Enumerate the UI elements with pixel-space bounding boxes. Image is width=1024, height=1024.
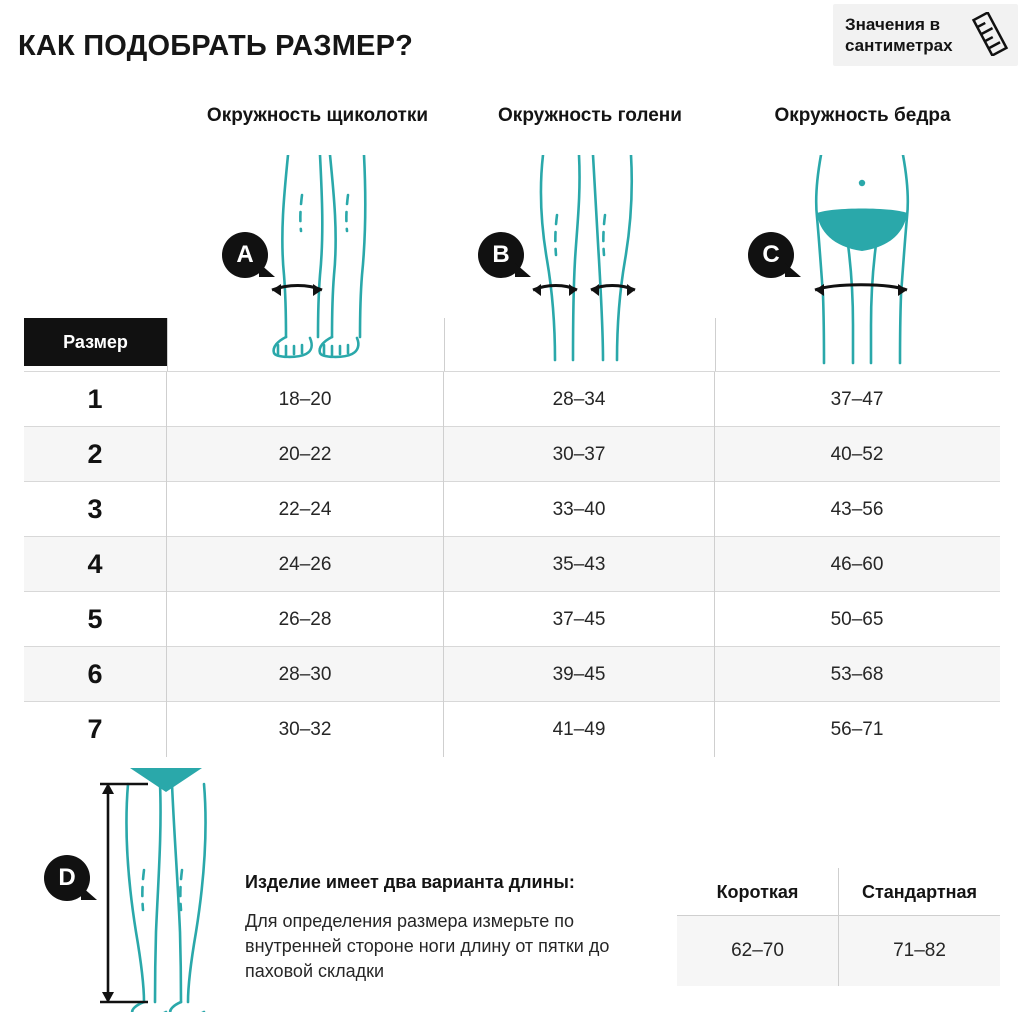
badge-c: C [748,232,794,278]
size-table [24,371,1000,756]
cell-size: 3 [24,482,167,537]
cell-calf: 33–40 [444,482,715,537]
cell-hip: 40–52 [830,443,884,465]
length-lead-text: Изделие имеет два варианта длины: [245,872,575,892]
column-heading-calf: Окружность голени [498,105,682,126]
length-table-header [677,868,1000,916]
cell-hip: 37–47 [830,388,884,410]
ruler-icon [970,12,1010,56]
cell-hip: 43–56 [830,498,884,520]
units-badge-label: Значения в сантиметрах [845,15,953,55]
cell-calf: 37–45 [444,592,715,647]
cell-hip: 50–65 [830,608,884,630]
length-instructions [245,872,650,984]
size-column-header: Размер [24,318,167,366]
column-divider-1 [167,318,168,371]
column-divider-2 [444,318,445,371]
length-header-short: Короткая [677,868,839,916]
cell-size: 2 [24,427,167,482]
page-title: КАК ПОДОБРАТЬ РАЗМЕР? [18,30,414,62]
cell-hip: 56–71 [830,718,884,740]
cell-hip: 53–68 [830,663,884,685]
table-row [24,591,1000,646]
cell-size: 1 [24,372,167,427]
cell-size: 4 [24,537,167,592]
column-heading-hip: Окружность бедра [774,105,951,126]
length-header-standard: Стандартная [861,881,978,902]
length-table [677,868,1000,986]
table-row [24,371,1000,426]
table-row [24,426,1000,481]
length-value-short: 62–70 [677,916,839,986]
cell-ankle: 30–32 [167,702,444,757]
cell-ankle: 20–22 [167,427,444,482]
ankle-legs-icon [180,155,455,365]
units-badge [833,4,1018,66]
cell-size: 5 [24,592,167,647]
length-description-text: Для определения размера измерьте по внутренней стороне ноги длину от пятки до паховой складки [245,911,610,981]
cell-calf: 39–45 [444,647,715,702]
badge-a: A [222,232,268,278]
cell-ankle: 28–30 [167,647,444,702]
length-value-standard: 71–82 [893,940,946,961]
cell-ankle: 26–28 [167,592,444,647]
table-row [24,481,1000,536]
cell-calf: 30–37 [444,427,715,482]
length-table-row [677,916,1000,986]
cell-ankle: 22–24 [167,482,444,537]
column-divider-3 [715,318,716,371]
cell-calf: 35–43 [444,537,715,592]
cell-ankle: 18–20 [167,372,444,427]
full-leg-length-icon [86,762,251,1012]
cell-ankle: 24–26 [167,537,444,592]
table-row [24,646,1000,701]
cell-calf: 41–49 [444,702,715,757]
badge-d: D [44,855,90,901]
cell-size: 7 [24,702,167,757]
cell-calf: 28–34 [444,372,715,427]
column-heading-ankle: Окружность щиколотки [206,105,429,126]
header [0,0,1024,84]
cell-hip: 46–60 [830,553,884,575]
cell-size: 6 [24,647,167,702]
table-row [24,701,1000,756]
table-row [24,536,1000,591]
badge-b: B [478,232,524,278]
